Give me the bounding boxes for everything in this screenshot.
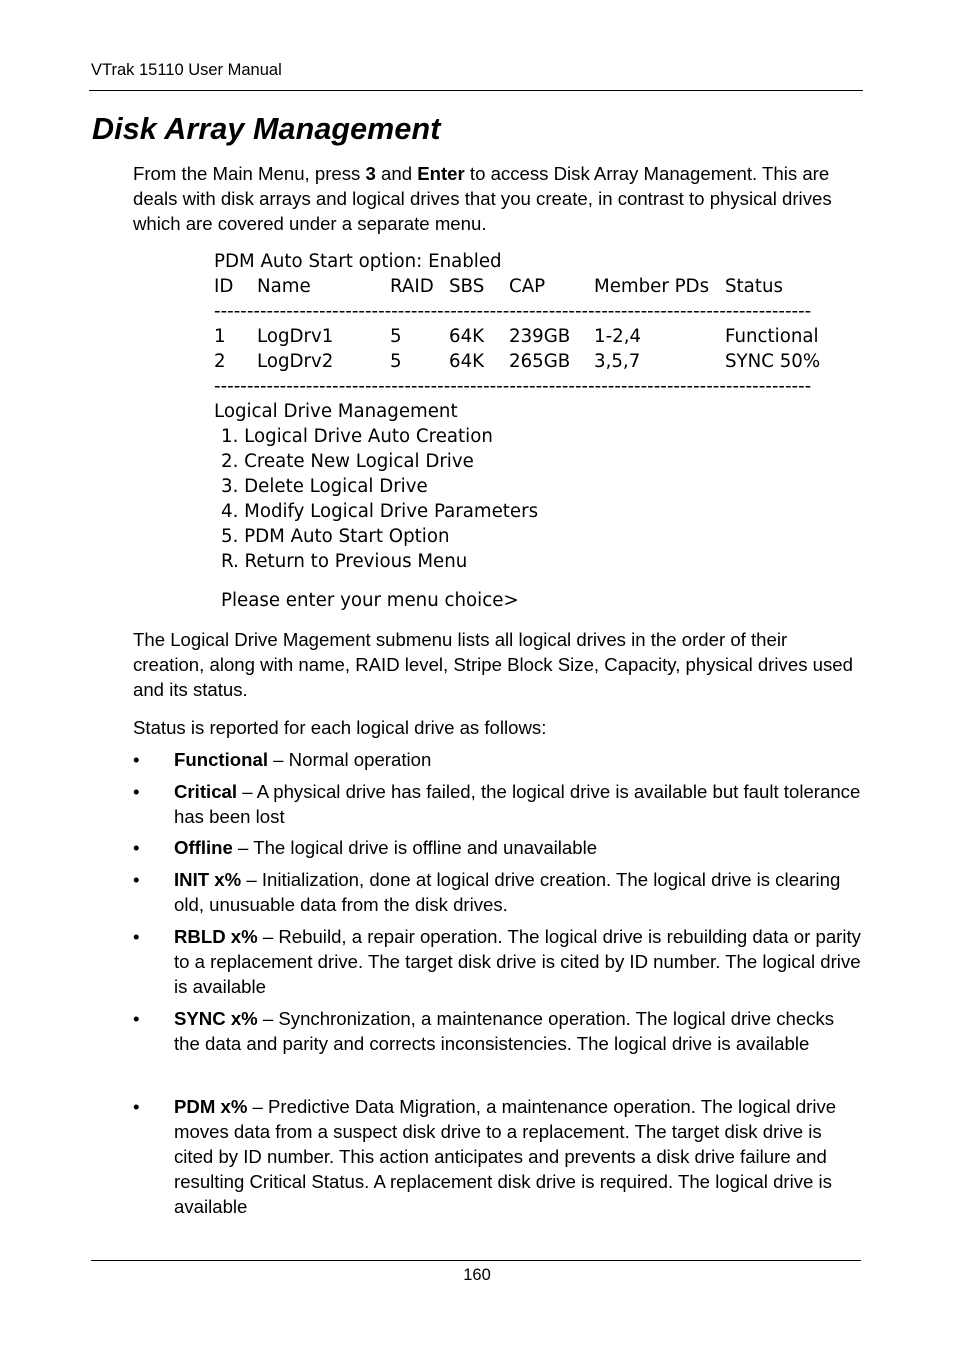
status-value: SYNC 50% xyxy=(725,351,821,372)
bullet-icon: • xyxy=(133,837,140,858)
menu-item-auto-creation: 1. Logical Drive Auto Creation xyxy=(221,426,493,447)
intro-paragraph: From the Main Menu, press 3 and Enter to access Disk Array Management. This are deals with disk arrays and logical drives that you create, in contrast to physical drives which are covered under a separate menu. xyxy=(133,163,832,234)
manual-page: VTrak 15110 User Manual Disk Array Management From the Main Menu, press 3 and Enter to access Disk Array Management. This are deals with disk arrays and logical drives that you create, in contrast to physical drives which are covered under a separate menu. PDM Auto Start option: Enabled ID Name RAID SBS CAP Member PDs Status ------------------------------------------------------------------------------------------- 1 LogDrv1 5 64K 239GB 1-2,4 Functional 2 LogDrv2 5 64K 265GB 3,5,7 SYNC 50% ------------------------------------------------------------------------------------------- Logical Drive Management 1. Logical Drive Auto Creation 2. Create New Logical Drive 3. Delete Logical Drive 4. Modify Logical Drive Parameters 5. PDM Auto Start Option R. Return to Previous Menu Please enter your menu choice> The Logical Drive Magement submenu lists all logical drives in the order of their creation, along with name, RAID level, Stripe Block Size, Capacity, physical drives used and its status. Status is reported for each logical drive as follows: • Functional – Normal operation • Critical – A physical drive has failed, the logical drive is available but fault tolerance has been lost • Offline – The logical drive is offline and unavailable • INIT x% – Initialization, done at logical drive creation. The logical drive is clearing old, unusuable data from the disk drives. • RBLD x% – Rebuild, a repair operation. The logical drive is rebuilding data or parity to a replacement drive. The target disk drive is cited by ID number. The logical drive is available • SYNC x% – Synchronization, a maintenance operation. The logical drive checks the data and parity and corrects inconsistencies. The logical drive is available • PDM x% – Predictive Data Migration, a maintenance operation. The logical drive moves data from a suspect disk drive to a replacement. The target disk drive is cited by ID number. This action anticipates and prevents a disk drive failure and resulting Critical Status. A replacement disk drive is required. The logical drive is available 160 xyxy=(0,0,954,1352)
menu-item-create-logical-drive: 2. Create New Logical Drive xyxy=(221,451,474,472)
table-separator-bottom: ------------------------------------------------------------------------------------------- xyxy=(214,376,812,397)
column-header-cap: CAP xyxy=(509,276,546,297)
terminal-screen xyxy=(214,249,834,613)
menu-item-pdm-auto-start: 5. PDM Auto Start Option xyxy=(221,526,450,547)
description-paragraph: The Logical Drive Magement submenu lists all logical drives in the order of their creation, along with name, RAID level, Stripe Block Size, Capacity, physical drives used and its status. xyxy=(133,629,853,700)
bullet-icon: • xyxy=(133,1008,140,1029)
column-header-id: ID xyxy=(214,276,234,297)
status-intro: Status is reported for each logical drive as follows: xyxy=(133,717,547,738)
header-rule xyxy=(89,90,863,91)
column-header-status: Status xyxy=(725,276,783,297)
page-number: 160 xyxy=(463,1266,491,1284)
table-row: 1 LogDrv1 5 64K 239GB 1-2,4 Functional xyxy=(214,326,819,347)
bullet-icon: • xyxy=(133,1096,140,1117)
menu-item-delete-logical-drive: 3. Delete Logical Drive xyxy=(221,476,428,497)
column-header-sbs: SBS xyxy=(449,276,485,297)
status-value: Functional xyxy=(725,326,819,347)
bullet-icon: • xyxy=(133,781,140,802)
page-title: Disk Array Management xyxy=(92,112,441,146)
column-header-raid: RAID xyxy=(390,276,434,297)
bullet-icon: • xyxy=(133,926,140,947)
key-3: 3 xyxy=(365,163,376,184)
column-header-name: Name xyxy=(257,276,311,297)
menu-item-return: R. Return to Previous Menu xyxy=(221,551,468,572)
key-enter: Enter xyxy=(417,163,465,184)
running-header: VTrak 15110 User Manual xyxy=(91,61,282,79)
pdm-status-line: PDM Auto Start option: Enabled xyxy=(214,251,502,272)
column-header-member-pds: Member PDs xyxy=(594,276,710,297)
bullet-icon: • xyxy=(133,749,140,770)
menu-item-modify-parameters: 4. Modify Logical Drive Parameters xyxy=(221,501,539,522)
footer-rule xyxy=(91,1260,861,1261)
table-header-row xyxy=(214,274,834,299)
menu-prompt: Please enter your menu choice> xyxy=(221,590,519,611)
table-row: 2 LogDrv2 5 64K 265GB 3,5,7 SYNC 50% xyxy=(214,351,821,372)
bullet-icon: • xyxy=(133,869,140,890)
menu-title: Logical Drive Management xyxy=(214,401,458,422)
table-separator-top: ------------------------------------------------------------------------------------------- xyxy=(214,301,812,322)
